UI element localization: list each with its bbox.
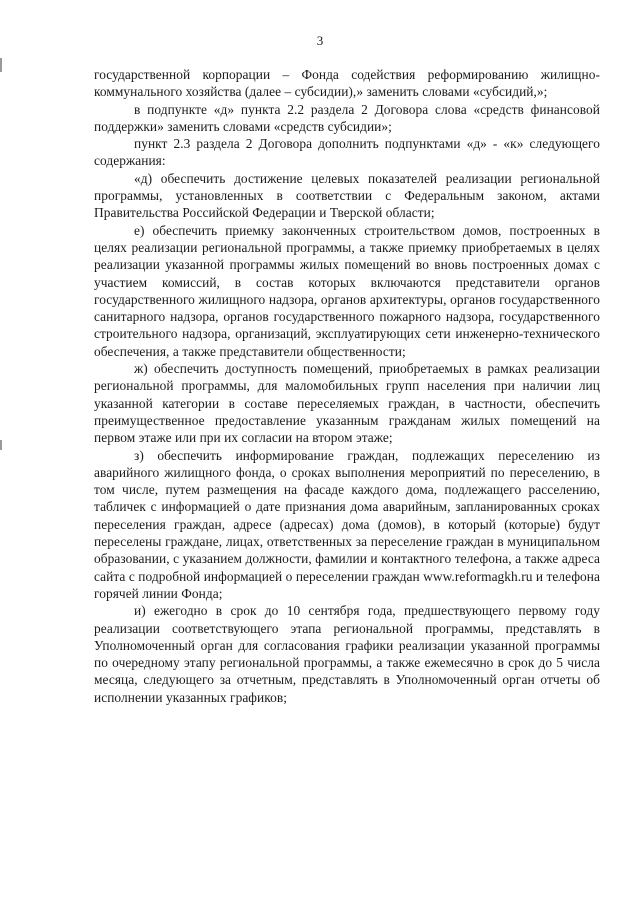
document-body xyxy=(94,66,600,706)
paragraph: е) обеспечить приемку законченных строительством домов, построенных в целях реализации региональной программы, а также приемку приобретаемых в целях реализации указанной программы жилых помещений во вновь построенных домах с участием комиссий, в состав которых включаются представители органов государственного жилищного надзора, органов архитектуры, органов государственного санитарного надзора, органов государственного пожарного надзора, государственного строительного надзора, организаций, эксплуатирующих сети инженерно-технического обеспечения, а также представители общественности; xyxy=(94,222,600,359)
paragraph: в подпункте «д» пункта 2.2 раздела 2 Договора слова «средств финансовой поддержки» заменить словами «средств субсидии»; xyxy=(94,101,600,134)
paragraph: государственной корпорации – Фонда содействия реформированию жилищно-коммунального хозяйства (далее – субсидии),» заменить словами «субсидий,»; xyxy=(94,67,600,100)
paragraph: ж) обеспечить доступность помещений, приобретаемых в рамках реализации региональной программы, для маломобильных групп населения при наличии лиц указанной категории в составе переселяемых граждан, в частности, обеспечить преимущественное предоставление указанным гражданам жилых помещений на первом этаже или при их согласии на втором этаже; xyxy=(94,361,600,446)
scan-edge-mark xyxy=(0,58,2,72)
page-number: 3 xyxy=(316,33,324,48)
paragraph: «д) обеспечить достижение целевых показателей реализации региональной программы, установленных в соответствии с Федеральным законом, актами Правительства Российской Федерации и Тверской области; xyxy=(94,170,600,221)
scan-edge-mark xyxy=(0,440,2,450)
paragraph: пункт 2.3 раздела 2 Договора дополнить подпунктами «д» - «к» следующего содержания: xyxy=(94,136,600,169)
paragraph: и) ежегодно в срок до 10 сентября года, предшествующего первому году реализации соответствующего этапа региональной программы, представлять в Уполномоченный орган для согласования графики реализации указанной программы по очередному этапу региональной программы, а также ежемесячно в срок до 5 числа месяца, следующего за отчетным, представлять в Уполномоченный орган отчеты об исполнении указанных графиков; xyxy=(94,603,600,705)
paragraph: з) обеспечить информирование граждан, подлежащих переселению из аварийного жилищного фонда, о сроках выполнения мероприятий по переселению, в том числе, путем размещения на фасаде каждого дома, подлежащего расселению, табличек с информацией о дате признания дома аварийным, запланированных сроках переселения граждан, адресе (адресах) дома (домов), в который (которые) будут переселены граждане, лицах, ответственных за переселение граждан в муниципальном образовании, с указанием должности, фамилии и контактного телефона, а также адреса сайта с подробной информацией о переселении граждан www.reformagkh.ru и телефона горячей линии Фонда; xyxy=(94,447,600,601)
